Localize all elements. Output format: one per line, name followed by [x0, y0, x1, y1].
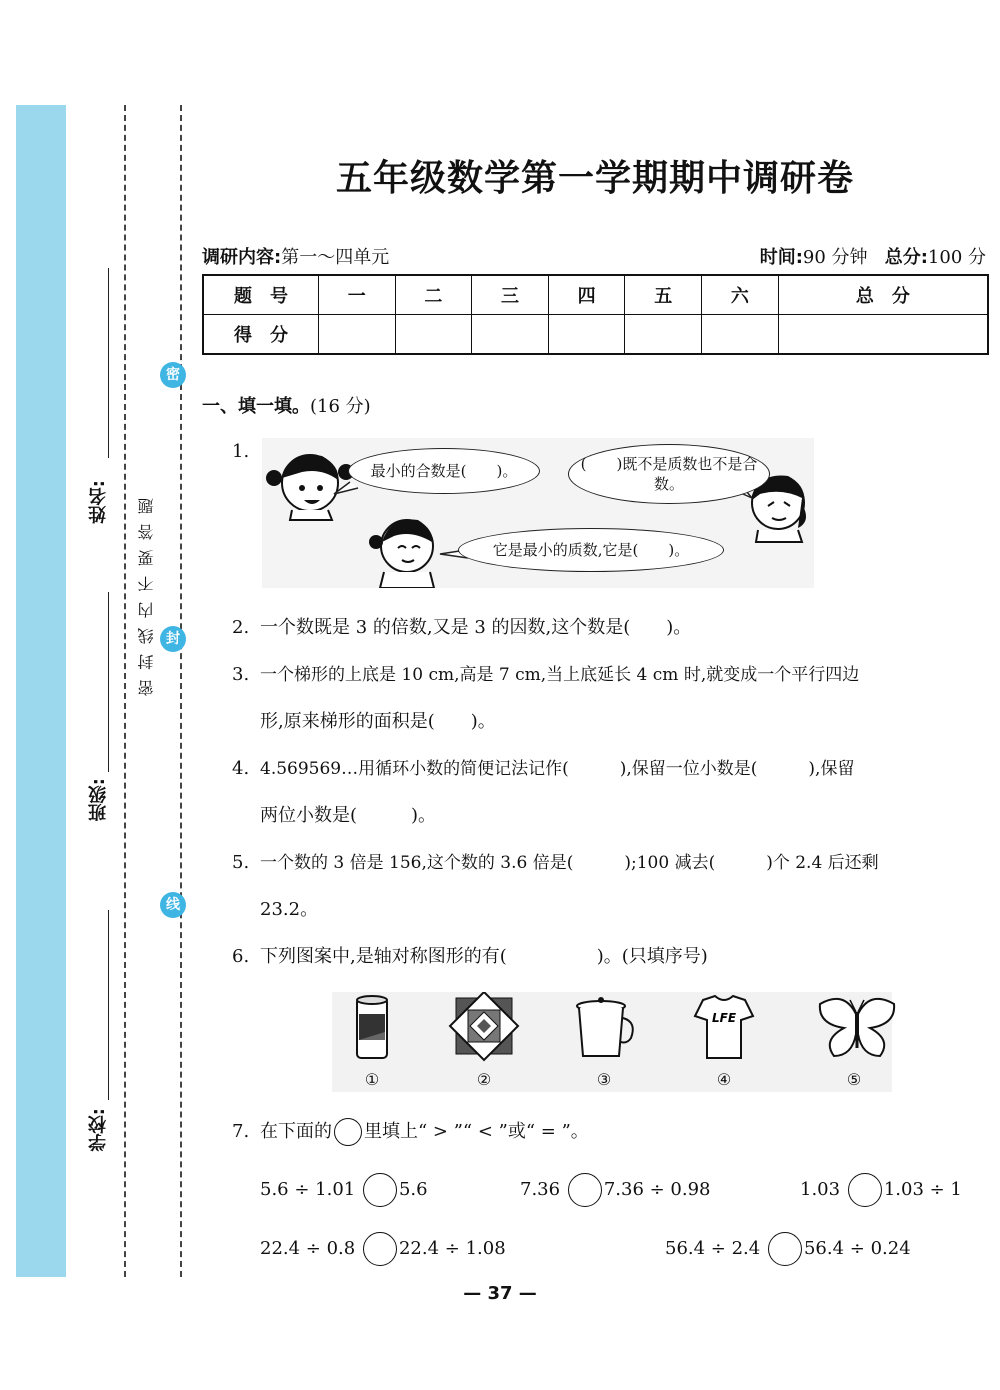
figure-1 [332, 992, 412, 1089]
q1-cartoon [262, 438, 814, 588]
score-row-label: 得 分 [203, 315, 319, 355]
q7-text-before: 在下面的 [260, 1121, 332, 1142]
page-title: 五年级数学第一学期期中调研卷 [335, 157, 854, 199]
compare-3-right: 1.03 ÷ 1 [883, 1179, 962, 1200]
school-field[interactable] [108, 910, 109, 1100]
score-row [203, 315, 988, 355]
section-1-points: (16 分) [310, 396, 371, 417]
col-4: 四 [548, 275, 625, 315]
q6-figures [332, 992, 892, 1092]
q4-line1: 4.569569…用循环小数的简便记法记作( ),保留一位小数是( ),保留 [260, 759, 855, 779]
figure-3 [564, 992, 644, 1089]
q5-num: 5. [232, 852, 250, 873]
nested-squares-icon [446, 992, 522, 1064]
seal-mi: 密 [160, 362, 186, 388]
figure-4 [684, 992, 764, 1089]
col-2: 二 [395, 275, 472, 315]
score-cell[interactable] [625, 315, 702, 355]
col-6: 六 [702, 275, 779, 315]
compare-2-left: 7.36 [520, 1179, 561, 1200]
q6-num: 6. [232, 946, 250, 967]
q3-num: 3. [232, 664, 250, 685]
score-table [202, 274, 989, 355]
q3-line1: 一个梯形的上底是 10 cm,高是 7 cm,当上底延长 4 cm 时,就变成一个平行四边 [260, 665, 860, 685]
figure-3-label: ③ [596, 1070, 612, 1089]
class-label: 班级: [88, 778, 109, 822]
figure-2-label: ② [476, 1070, 492, 1089]
figure-1-label: ① [364, 1070, 380, 1089]
time-total-info [760, 243, 986, 269]
section-1-heading [202, 392, 371, 418]
col-3: 三 [472, 275, 549, 315]
q7-text-after: 里填上“ > ”“ < ”或“ = ”。 [364, 1121, 589, 1142]
cut-line-left [124, 105, 126, 1277]
q5 [232, 851, 879, 875]
time-value: 90 分钟 [802, 247, 868, 268]
no-answer-warning: 密封线内不要答题 [137, 488, 156, 696]
content-value: 第一～四单元 [281, 247, 390, 268]
col-label: 题 号 [203, 275, 319, 315]
q6 [232, 945, 708, 969]
compare-5-right: 56.4 ÷ 0.24 [803, 1238, 911, 1259]
figure-5 [814, 992, 894, 1089]
compare-2-right: 7.36 ÷ 0.98 [603, 1179, 711, 1200]
total-label: 总分: [884, 247, 928, 268]
compare-5-left: 56.4 ÷ 2.4 [665, 1238, 761, 1259]
sample-circle [334, 1118, 362, 1146]
q1-num: 1. [232, 441, 250, 462]
score-cell[interactable] [548, 315, 625, 355]
butterfly-icon [814, 992, 900, 1064]
q5-line2: 23.2。 [260, 899, 319, 920]
content-label: 调研内容: [202, 247, 282, 268]
score-cell[interactable] [778, 315, 988, 355]
tshirt-icon [689, 992, 759, 1064]
score-cell[interactable] [395, 315, 472, 355]
compare-2-circle[interactable] [568, 1173, 602, 1207]
q6-text: 下列图案中,是轴对称图形的有( )。(只填序号) [260, 946, 708, 967]
name-field[interactable] [108, 268, 109, 458]
figure-2 [444, 992, 524, 1089]
q3 [232, 663, 859, 687]
bubble-smallest-composite: 最小的合数是( )。 [348, 448, 540, 494]
q7-num: 7. [232, 1121, 250, 1142]
bubble-neither: ( )既不是质数也不是合数。 [568, 444, 770, 504]
q7 [232, 1118, 589, 1146]
q5-line1: 一个数的 3 倍是 156,这个数的 3.6 倍是( );100 减去( )个 2.4 后还剩 [260, 853, 879, 873]
can-icon [347, 992, 397, 1064]
compare-5-circle[interactable] [768, 1232, 802, 1266]
score-header-row [203, 275, 988, 315]
col-1: 一 [319, 275, 396, 315]
q4-num: 4. [232, 758, 250, 779]
q2-num: 2. [232, 617, 250, 638]
col-total: 总 分 [778, 275, 988, 315]
bubble-smallest-prime: 它是最小的质数,它是( )。 [458, 528, 724, 572]
score-cell[interactable] [319, 315, 396, 355]
q1 [232, 440, 260, 464]
seal-feng: 封 [160, 626, 186, 652]
section-1-title: 一、填一填。 [202, 396, 310, 417]
q2-text: 一个数既是 3 的倍数,又是 3 的因数,这个数是( )。 [260, 617, 692, 638]
content-info [202, 243, 389, 269]
page-number: — 37 — [463, 1283, 537, 1304]
compare-3-circle[interactable] [848, 1173, 882, 1207]
cut-line-right [180, 105, 182, 1277]
class-field[interactable] [108, 592, 109, 772]
score-cell[interactable] [472, 315, 549, 355]
compare-1 [260, 1173, 428, 1207]
q3-line2: 形,原来梯形的面积是( )。 [260, 711, 496, 732]
time-label: 时间: [759, 247, 803, 268]
figure-4-label: ④ [716, 1070, 732, 1089]
school-label: 学校: [88, 1108, 109, 1152]
total-value: 100 分 [927, 247, 986, 268]
compare-5 [665, 1232, 911, 1266]
q2 [232, 616, 691, 640]
compare-3 [800, 1173, 962, 1207]
compare-1-left: 5.6 ÷ 1.01 [260, 1179, 356, 1200]
compare-1-right: 5.6 [398, 1179, 428, 1200]
q4 [232, 757, 854, 781]
compare-4-circle[interactable] [363, 1232, 397, 1266]
girl-left-icon [266, 455, 354, 520]
compare-1-circle[interactable] [363, 1173, 397, 1207]
figure-5-label: ⑤ [846, 1070, 862, 1089]
compare-4 [260, 1232, 506, 1266]
cup-icon [569, 992, 639, 1064]
compare-2 [520, 1173, 711, 1207]
compare-4-left: 22.4 ÷ 0.8 [260, 1238, 356, 1259]
shirt-text: LFE [711, 1011, 737, 1025]
binding-strip [16, 105, 66, 1277]
girl-middle-icon [369, 519, 434, 588]
q4-line2: 两位小数是( )。 [260, 805, 437, 826]
compare-4-right: 22.4 ÷ 1.08 [398, 1238, 506, 1259]
score-cell[interactable] [702, 315, 779, 355]
seal-xian: 线 [160, 892, 186, 918]
compare-3-left: 1.03 [800, 1179, 841, 1200]
name-label: 姓名: [88, 480, 109, 524]
col-5: 五 [625, 275, 702, 315]
